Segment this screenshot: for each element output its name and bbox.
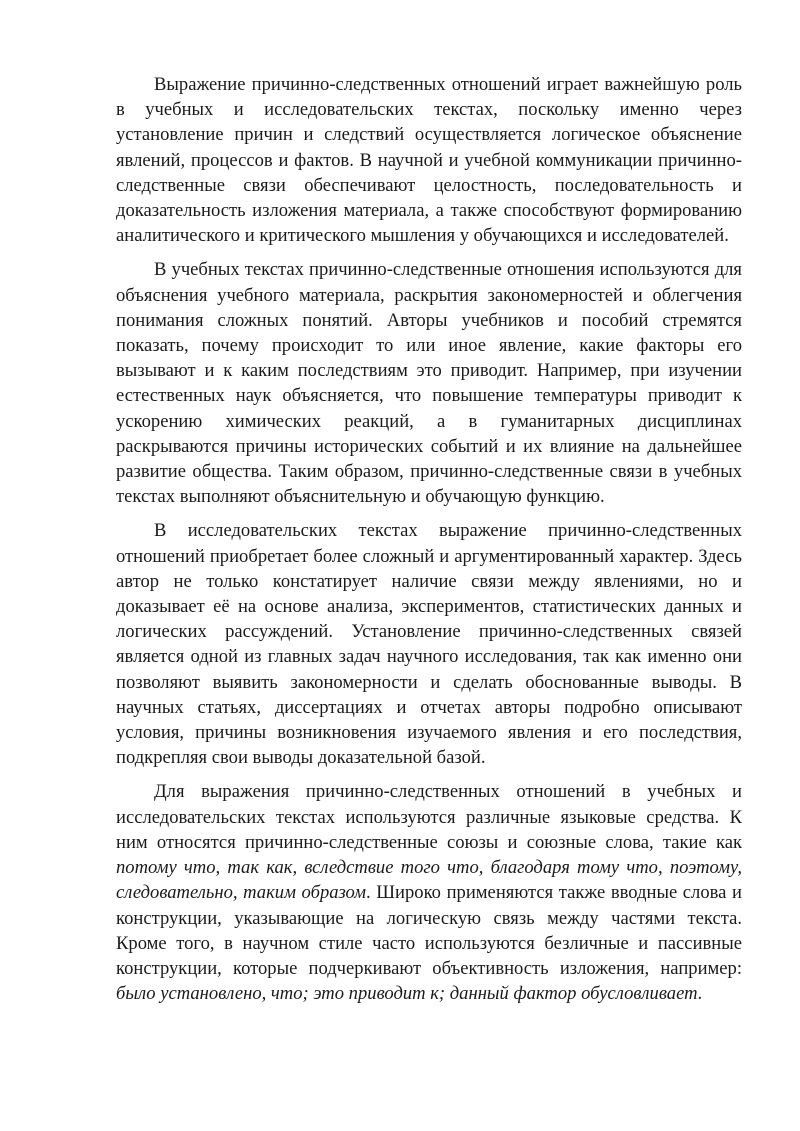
paragraph-text: . Широко применяются также вводные слова и конструкции, указывающие на логическую связь между частями текста. Кроме того, в научном стиле часто используются безличные и пассивные конструкции, которые подчеркивают объективность изложения, например: — [116, 882, 742, 979]
document-body — [116, 72, 742, 1015]
italic-examples-conjunctions: потому что, так как, вследствие того что, благодаря тому что, поэтому, следовательно, таким образом — [116, 857, 742, 904]
paragraph-text: Выражение причинно-следственных отношений играет важнейшую роль в учебных и исследовательских текстах, поскольку именно через установление причин и следствий осуществляется логическое объяснение явлений, процессов и фактов. В научной и учебной коммуникации причинно-следственные связи обеспечивают целостность, последовательность и доказательность изложения материала, а также способствуют формированию аналитического и критического мышления у обучающихся и исследователей. — [116, 74, 742, 247]
paragraph-text: . — [697, 983, 703, 1005]
paragraph-text: В исследовательских текстах выражение причинно-следственных отношений приобретает более сложный и аргументированный характер. Здесь автор не только констатирует наличие связи между явлениями, но и доказывает её на основе анализа, экспериментов, статистических данных и логических рассуждений. Установление причинно-следственных связей является одной из главных задач научного исследования, так как именно они позволяют выявить закономерности и сделать обоснованные выводы. В научных статьях, диссертациях и отчетах авторы подробно описывают условия, причины возникновения изучаемого явления и его последствия, подкрепляя свои выводы доказательной базой. — [116, 520, 742, 769]
paragraph-3 — [116, 518, 742, 770]
paragraph-text: В учебных текстах причинно-следственные отношения используются для объяснения учебного материала, раскрытия закономерностей и облегчения понимания сложных понятий. Авторы учебников и пособий стремятся показать, почему происходит то или иное явление, какие факторы его вызывают и к каким последствиям это приводит. Например, при изучении естественных наук объясняется, что повышение температуры приводит к ускорению химических реакций, а в гуманитарных дисциплинах раскрываются причины исторических событий и их влияние на дальнейшее развитие общества. Таким образом, причинно-следственные связи в учебных текстах выполняют объяснительную и обучающую функцию. — [116, 259, 742, 508]
paragraph-text: Для выражения причинно-следственных отношений в учебных и исследовательских текстах используются различные языковые средства. К ним относятся причинно-следственные союзы и союзные слова, такие как — [116, 781, 742, 853]
paragraph-2 — [116, 257, 742, 509]
paragraph-1 — [116, 72, 742, 248]
italic-examples-constructions: было установлено, что; это приводит к; данный фактор обусловливает — [116, 983, 698, 1005]
paragraph-4 — [116, 779, 742, 1006]
